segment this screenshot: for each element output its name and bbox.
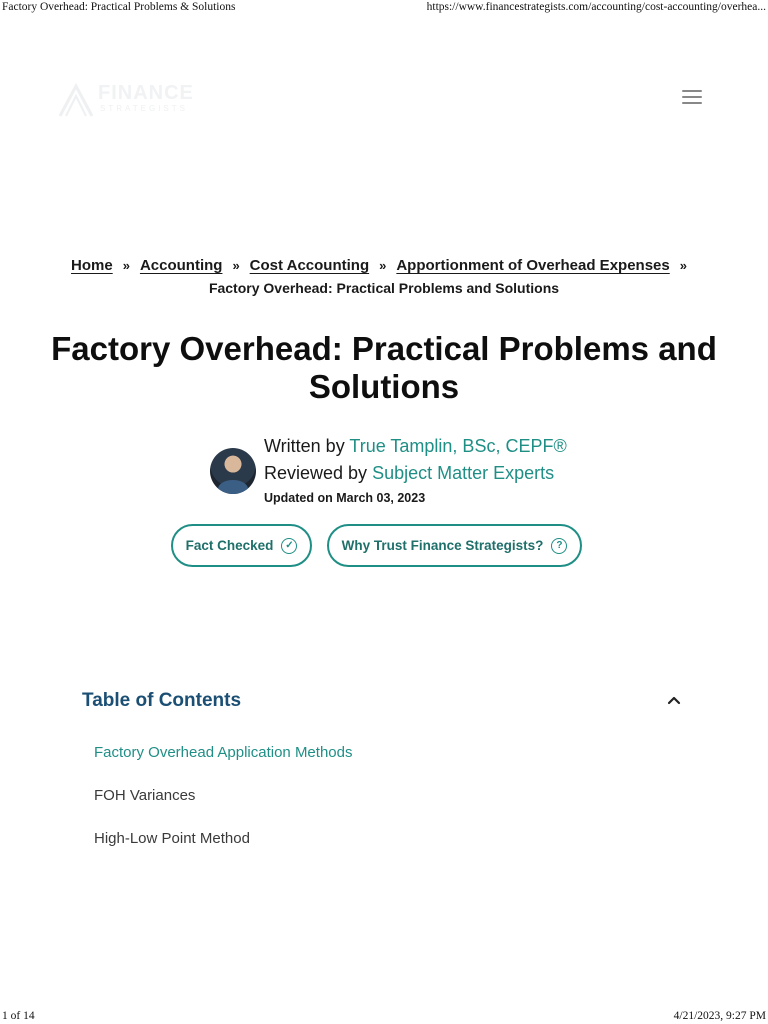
logo-mark-icon [56,80,96,120]
print-header-title: Factory Overhead: Practical Problems & Solutions [2,1,236,13]
updated-date: Updated on March 03, 2023 [264,491,426,505]
toc-item-foh-variances[interactable]: FOH Variances [94,787,196,804]
breadcrumb-accounting[interactable]: Accounting [139,257,223,274]
question-circle-icon: ? [551,538,567,554]
toc-list [94,742,352,871]
written-by-label: Written by [264,436,345,456]
breadcrumb-separator: » [379,258,387,273]
written-by-line [264,436,567,457]
breadcrumb-apportionment[interactable]: Apportionment of Overhead Expenses [396,257,670,274]
breadcrumb-cost-accounting[interactable]: Cost Accounting [249,257,370,274]
print-footer-page: 1 of 14 [2,1010,35,1022]
hamburger-menu-icon[interactable] [680,86,704,108]
toc-item-application-methods[interactable]: Factory Overhead Application Methods [94,744,353,761]
toc-item-high-low-method[interactable]: High-Low Point Method [94,830,250,847]
reviewed-by-label: Reviewed by [264,463,368,483]
breadcrumb [40,254,728,300]
print-header-url: https://www.financestrategists.com/accounting/cost-accounting/overhea... [426,1,766,13]
breadcrumb-current: Factory Overhead: Practical Problems and Solutions [208,280,560,296]
chevron-up-icon[interactable] [666,693,682,709]
why-trust-button[interactable] [327,524,582,567]
toc-title: Table of Contents [82,690,242,711]
breadcrumb-separator: » [122,258,130,273]
print-footer-datetime: 4/21/2023, 9:27 PM [673,1010,766,1022]
breadcrumb-home[interactable]: Home [71,257,113,274]
breadcrumb-separator: » [679,258,687,273]
fact-checked-button[interactable] [171,524,312,567]
author-avatar[interactable] [210,448,256,494]
author-block [210,436,570,510]
author-link[interactable]: True Tamplin, BSc, CEPF® [349,436,567,456]
logo-text: FINANCE [98,82,194,104]
fact-checked-label: Fact Checked [185,538,274,553]
breadcrumb-separator: » [232,258,240,273]
reviewed-by-line [264,463,554,484]
site-logo[interactable] [56,80,202,120]
reviewer-link[interactable]: Subject Matter Experts [372,463,555,483]
check-circle-icon: ✓ [281,538,297,554]
why-trust-label: Why Trust Finance Strategists? [341,538,544,553]
page-title: Factory Overhead: Practical Problems and Solutions [51,330,717,405]
logo-subtext: STRATEGISTS [100,104,188,113]
